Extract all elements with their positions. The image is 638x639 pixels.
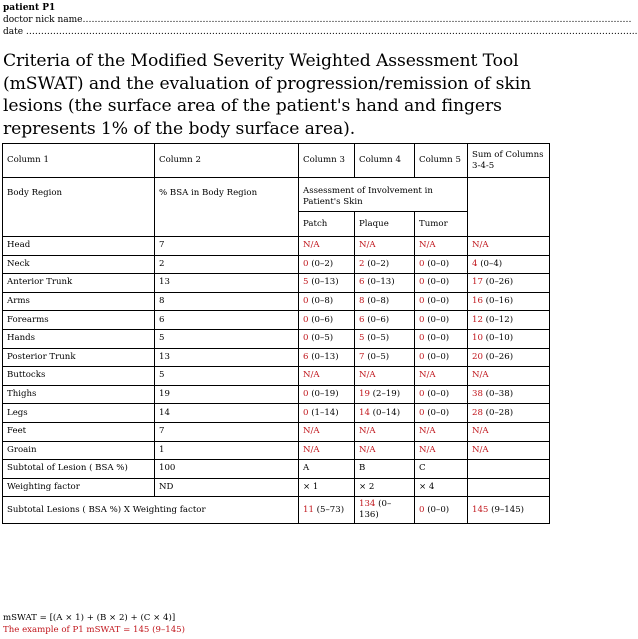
plaque-cell-range: (2–19) <box>369 389 401 400</box>
tumor-cell-value: N/A <box>419 370 436 381</box>
tumor-cell-value: 0 <box>419 351 425 362</box>
region-cell: Groain <box>3 441 155 460</box>
plaque-cell-value: 8 <box>359 296 365 307</box>
plaque-cell <box>355 367 415 386</box>
sum-cell-range: (0–10) <box>482 333 514 344</box>
patch-cell-range: (5–73) <box>313 504 345 515</box>
sum-cell <box>468 441 550 460</box>
tumor-cell-value: N/A <box>419 426 436 437</box>
tumor-cell <box>415 497 468 524</box>
plaque-cell <box>355 404 415 423</box>
sum-cell <box>468 311 550 330</box>
doctor-nick-name-field[interactable]: doctor nick name………………………………………………………………………………………………………………………………………………………………… <box>3 15 632 25</box>
patch-cell <box>299 255 355 274</box>
tumor-cell-value: 0 <box>419 504 425 515</box>
sum-cell-value: 16 <box>472 296 483 307</box>
patch-cell-value: 6 <box>303 351 309 362</box>
patch-cell-range: (0–13) <box>308 351 339 362</box>
bsa-cell: 7 <box>155 237 299 256</box>
plaque-cell <box>355 311 415 330</box>
tumor-cell <box>415 404 468 423</box>
region-cell: Posterior Trunk <box>3 348 155 367</box>
sum-cell-range: (9–145) <box>488 504 525 515</box>
bsa-cell: 1 <box>155 441 299 460</box>
column-header: Column 2 <box>155 144 299 178</box>
sum-cell-value: 145 <box>472 504 489 515</box>
sum-cell <box>468 385 550 404</box>
tumor-cell-range: (0–0) <box>424 314 450 325</box>
sum-cell-value: 28 <box>472 407 483 418</box>
mswat-formula: mSWAT = [(A × 1) + (B × 2) + (C × 4)] <box>3 613 176 623</box>
patch-cell <box>299 497 355 524</box>
tumor-cell-range: (0–0) <box>424 277 450 288</box>
patch-cell: × 1 <box>299 478 355 497</box>
table-row <box>3 255 550 274</box>
tumor-cell <box>415 292 468 311</box>
sum-cell-value: N/A <box>472 370 489 381</box>
document-header <box>3 2 638 38</box>
sum-cell <box>468 348 550 367</box>
plaque-cell-range: (0–8) <box>364 296 390 307</box>
weighting-row <box>3 478 550 497</box>
patch-cell-value: 0 <box>303 407 309 418</box>
patch-cell: A <box>299 460 355 479</box>
table-row <box>3 422 550 441</box>
tumor-cell-value: N/A <box>419 444 436 455</box>
plaque-cell <box>355 385 415 404</box>
table-row <box>3 348 550 367</box>
sum-cell <box>468 404 550 423</box>
tumor-cell <box>415 311 468 330</box>
patch-cell <box>299 422 355 441</box>
plaque-cell <box>355 274 415 293</box>
plaque-cell-range: (0–5) <box>364 351 390 362</box>
region-cell: Hands <box>3 329 155 348</box>
label-cell: Weighting factor <box>3 478 155 497</box>
sum-cell-range: (0–28) <box>482 407 514 418</box>
patch-cell-range: (0–2) <box>308 258 334 269</box>
sum-cell-value: N/A <box>472 444 489 455</box>
bsa-cell: ND <box>155 478 299 497</box>
tumor-cell-range: (0–0) <box>424 351 450 362</box>
region-cell: Neck <box>3 255 155 274</box>
plaque-cell-value: N/A <box>359 426 376 437</box>
label-cell: Subtotal Lesions ( BSA %) X Weighting factor <box>3 497 299 524</box>
plaque-cell <box>355 255 415 274</box>
tumor-cell <box>415 255 468 274</box>
bsa-cell: 7 <box>155 422 299 441</box>
patch-cell-range: (0–13) <box>308 277 339 288</box>
plaque-cell-value: 6 <box>359 277 365 288</box>
bsa-cell: 14 <box>155 404 299 423</box>
plaque-cell-value: 134 <box>359 499 376 510</box>
patch-cell-value: 5 <box>303 277 309 288</box>
patch-cell-value: 0 <box>303 389 309 400</box>
bsa-cell: 5 <box>155 367 299 386</box>
bsa-cell: 19 <box>155 385 299 404</box>
sum-cell-value: 17 <box>472 277 483 288</box>
plaque-cell <box>355 237 415 256</box>
patch-cell-range: (0–6) <box>308 314 334 325</box>
tumor-cell-value: 0 <box>419 314 425 325</box>
patch-cell-value: N/A <box>303 370 320 381</box>
column-header: Column 4 <box>355 144 415 178</box>
sum-header-blank <box>468 178 550 237</box>
plaque-cell: × 2 <box>355 478 415 497</box>
patch-cell-range: (0–5) <box>308 333 334 344</box>
patch-cell-value: 0 <box>303 296 309 307</box>
sum-cell <box>468 255 550 274</box>
sum-cell <box>468 422 550 441</box>
region-cell: Thighs <box>3 385 155 404</box>
plaque-cell <box>355 292 415 311</box>
patch-cell <box>299 404 355 423</box>
region-cell: Arms <box>3 292 155 311</box>
patch-cell-value: 0 <box>303 258 309 269</box>
plaque-cell <box>355 497 415 524</box>
column-header: Column 1 <box>3 144 155 178</box>
plaque-cell-value: 2 <box>359 258 365 269</box>
tumor-cell-range: (0–0) <box>424 333 450 344</box>
region-cell: Legs <box>3 404 155 423</box>
label-cell: Subtotal of Lesion ( BSA %) <box>3 460 155 479</box>
sum-cell-range: (0–26) <box>482 277 514 288</box>
sum-cell <box>468 292 550 311</box>
region-cell: Forearms <box>3 311 155 330</box>
plaque-cell-value: N/A <box>359 370 376 381</box>
column-header: Column 3 <box>299 144 355 178</box>
sum-cell-range: (0–38) <box>482 389 514 400</box>
patch-cell-range: (1–14) <box>308 407 339 418</box>
patch-cell-value: 0 <box>303 333 309 344</box>
plaque-cell-range: (0–136) <box>359 499 392 521</box>
region-header-row <box>3 178 550 212</box>
tumor-cell-range: (0–0) <box>424 389 450 400</box>
tumor-cell: × 4 <box>415 478 468 497</box>
plaque-cell-range: (0–14) <box>369 407 401 418</box>
sum-cell-value: 12 <box>472 314 483 325</box>
bsa-cell: 8 <box>155 292 299 311</box>
tumor-cell-range: (0–0) <box>424 504 450 515</box>
tumor-cell <box>415 422 468 441</box>
tumor-cell-value: 0 <box>419 407 425 418</box>
table-row <box>3 292 550 311</box>
plaque-cell-range: (0–13) <box>364 277 395 288</box>
plaque-header: Plaque <box>355 212 415 237</box>
patch-cell <box>299 441 355 460</box>
region-cell: Head <box>3 237 155 256</box>
tumor-cell-range: (0–0) <box>424 296 450 307</box>
sum-cell <box>468 329 550 348</box>
bsa-cell: 2 <box>155 255 299 274</box>
sum-cell <box>468 460 550 479</box>
bsa-cell: 6 <box>155 311 299 330</box>
column-header: Column 5 <box>415 144 468 178</box>
bsa-cell: 5 <box>155 329 299 348</box>
patch-cell <box>299 274 355 293</box>
table-row <box>3 329 550 348</box>
sum-cell <box>468 478 550 497</box>
tumor-cell <box>415 274 468 293</box>
patch-header: Patch <box>299 212 355 237</box>
table-row <box>3 441 550 460</box>
table-row <box>3 274 550 293</box>
patch-cell <box>299 292 355 311</box>
tumor-cell-range: (0–0) <box>424 407 450 418</box>
plaque-cell-value: 5 <box>359 333 365 344</box>
tumor-cell <box>415 385 468 404</box>
plaque-cell <box>355 348 415 367</box>
document-title: Criteria of the Modified Severity Weighted Assessment Tool (mSWAT) and the evaluation of progression/remission of skin lesions (the surface area of the patient's hand and fingers represents 1% of the body surface area). <box>3 51 532 139</box>
plaque-cell <box>355 422 415 441</box>
tumor-header: Tumor <box>415 212 468 237</box>
region-cell: Anterior Trunk <box>3 274 155 293</box>
plaque-cell-range: (0–5) <box>364 333 390 344</box>
plaque-cell-range: (0–2) <box>364 258 390 269</box>
patch-cell-value: 11 <box>303 504 314 515</box>
patient-label: patient P1 <box>3 3 56 13</box>
bsa-header: % BSA in Body Region <box>155 178 299 237</box>
plaque-cell <box>355 441 415 460</box>
tumor-cell-value: 0 <box>419 296 425 307</box>
sum-cell-range: (0–4) <box>477 258 503 269</box>
tumor-cell <box>415 367 468 386</box>
patch-cell-range: (0–8) <box>308 296 334 307</box>
sum-cell-value: N/A <box>472 426 489 437</box>
tumor-cell <box>415 329 468 348</box>
sum-cell-value: 10 <box>472 333 483 344</box>
plaque-cell: B <box>355 460 415 479</box>
sum-cell-range: (0–16) <box>482 296 514 307</box>
patch-cell <box>299 237 355 256</box>
tumor-cell-value: 0 <box>419 389 425 400</box>
tumor-cell-value: 0 <box>419 333 425 344</box>
sum-cell <box>468 367 550 386</box>
patch-cell <box>299 348 355 367</box>
mswat-table <box>2 143 550 524</box>
bsa-cell: 13 <box>155 274 299 293</box>
patch-cell <box>299 311 355 330</box>
patch-cell-value: N/A <box>303 444 320 455</box>
plaque-cell-value: N/A <box>359 240 376 251</box>
plaque-cell-range: (0–6) <box>364 314 390 325</box>
sum-cell <box>468 237 550 256</box>
plaque-cell-value: N/A <box>359 444 376 455</box>
footer <box>3 612 185 636</box>
sum-cell-value: 4 <box>472 258 478 269</box>
patch-cell <box>299 367 355 386</box>
plaque-cell-value: 7 <box>359 351 365 362</box>
tumor-cell <box>415 348 468 367</box>
body-region-header: Body Region <box>3 178 155 237</box>
patch-cell-value: 0 <box>303 314 309 325</box>
final-row <box>3 497 550 524</box>
sum-cell-value: 38 <box>472 389 483 400</box>
patch-cell-value: N/A <box>303 426 320 437</box>
tumor-cell-range: (0–0) <box>424 258 450 269</box>
region-cell: Buttocks <box>3 367 155 386</box>
tumor-cell-value: 0 <box>419 258 425 269</box>
plaque-cell-value: 19 <box>359 389 370 400</box>
patch-cell <box>299 329 355 348</box>
subtotal-row <box>3 460 550 479</box>
sum-cell <box>468 497 550 524</box>
patch-cell-range: (0–19) <box>308 389 339 400</box>
sum-cell-range: (0–26) <box>482 351 514 362</box>
date-field[interactable]: date …………………………………………………………………………………………………………………………………………………………………………………... <box>3 27 638 37</box>
plaque-cell <box>355 329 415 348</box>
column-header: Sum of Columns 3-4-5 <box>468 144 550 178</box>
plaque-cell-value: 14 <box>359 407 370 418</box>
sum-cell-range: (0–12) <box>482 314 514 325</box>
tumor-cell <box>415 237 468 256</box>
patch-cell-value: N/A <box>303 240 320 251</box>
patch-cell <box>299 385 355 404</box>
mswat-example: The example of P1 mSWAT = 145 (9–145) <box>3 625 186 635</box>
table-row <box>3 311 550 330</box>
region-cell: Feet <box>3 422 155 441</box>
tumor-cell-value: N/A <box>419 240 436 251</box>
plaque-cell-value: 6 <box>359 314 365 325</box>
sum-cell-value: N/A <box>472 240 489 251</box>
tumor-cell-value: 0 <box>419 277 425 288</box>
tumor-cell: C <box>415 460 468 479</box>
tumor-cell <box>415 441 468 460</box>
bsa-cell: 100 <box>155 460 299 479</box>
column-header-row <box>3 144 550 178</box>
table-row <box>3 385 550 404</box>
sum-cell <box>468 274 550 293</box>
bsa-cell: 13 <box>155 348 299 367</box>
table-row <box>3 404 550 423</box>
sum-cell-value: 20 <box>472 351 483 362</box>
table-row <box>3 237 550 256</box>
table-row <box>3 367 550 386</box>
assessment-header: Assessment of Involvement in Patient's Skin <box>299 178 468 212</box>
